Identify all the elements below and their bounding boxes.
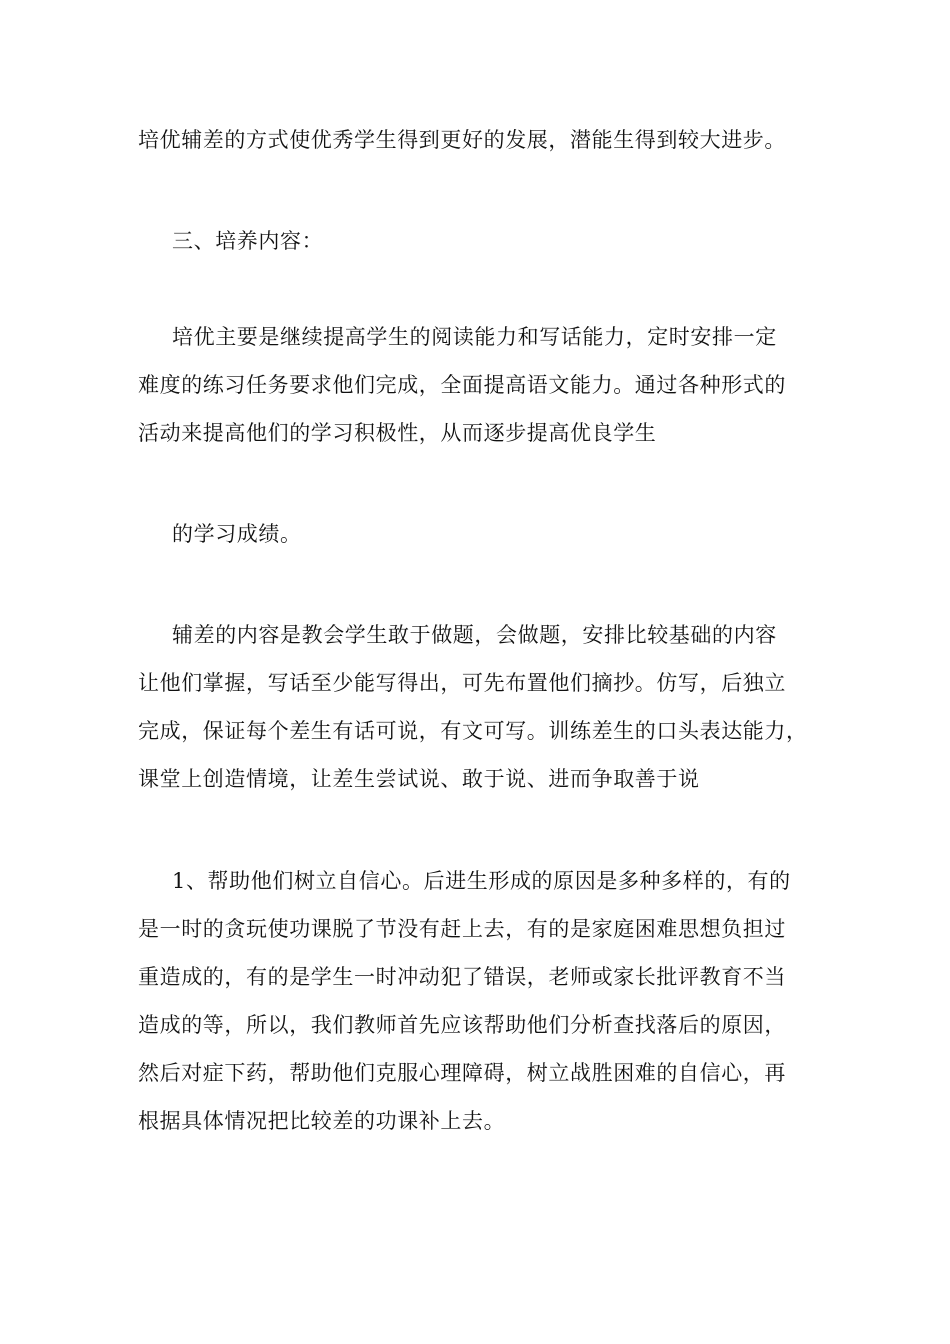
text-line: 辅差的内容是教会学生敢于做题，会做题，安排比较基础的内容 (172, 623, 777, 647)
text-line: 活动来提高他们的学习积极性，从而逐步提高优良学生 (138, 421, 657, 445)
text-line: 重造成的，有的是学生一时冲动犯了错误，老师或家长批评教育不当 (138, 965, 786, 989)
text-line: 造成的等，所以，我们教师首先应该帮助他们分析查找落后的原因， (138, 1013, 786, 1037)
text-line: 的学习成绩。 (172, 522, 302, 546)
text-line: 完成，保证每个差生有话可说，有文可写。训练差生的口头表达能力， (138, 719, 808, 743)
text-line: 根据具体情况把比较差的功课补上去。 (138, 1109, 506, 1133)
text-line: 课堂上创造情境，让差生尝试说、敢于说、进而争取善于说 (138, 767, 700, 791)
text-line: 然后对症下药，帮助他们克服心理障碍，树立战胜困难的自信心，再 (138, 1061, 786, 1085)
text-line: 让他们掌握，写话至少能写得出，可先布置他们摘抄。仿写，后独立 (138, 671, 786, 695)
text-line: 是一时的贪玩使功课脱了节没有赶上去，有的是家庭困难思想负担过 (138, 917, 786, 941)
text-line: 培优辅差的方式使优秀学生得到更好的发展，潜能生得到较大进步。 (138, 128, 786, 152)
text-line: 难度的练习任务要求他们完成，全面提高语文能力。通过各种形式的 (138, 373, 786, 397)
text-line: 培优主要是继续提高学生的阅读能力和写话能力，定时安排一定 (172, 325, 777, 349)
section-heading: 三、培养内容： (172, 229, 324, 253)
text-line: 1、帮助他们树立自信心。后进生形成的原因是多种多样的，有的 (172, 869, 791, 893)
